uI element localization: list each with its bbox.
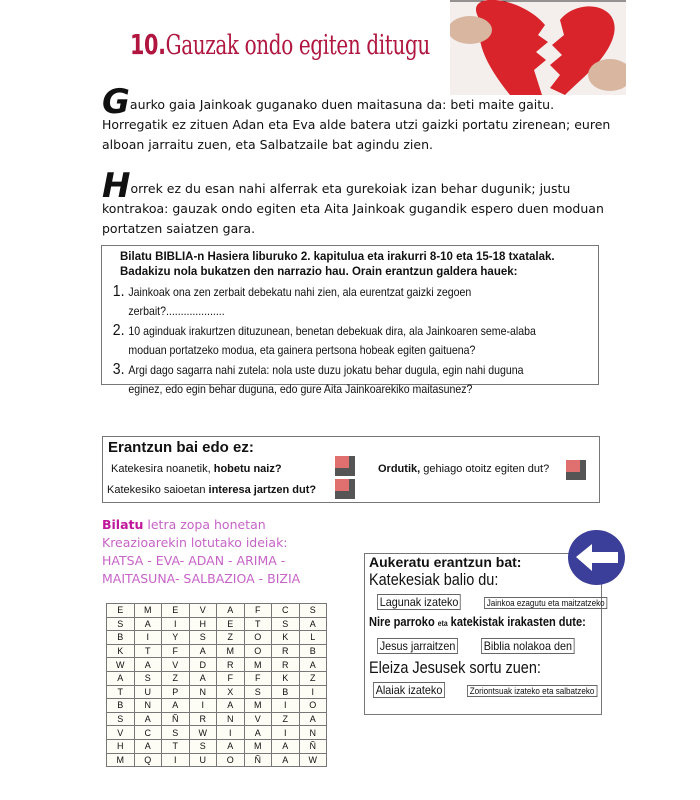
choose-question-2: Nire parroko eta katekistak irakasten dute:	[369, 614, 586, 629]
grid-cell[interactable]: T	[134, 644, 162, 658]
grid-cell[interactable]: E	[107, 604, 135, 618]
grid-cell[interactable]: S	[189, 739, 217, 753]
grid-cell[interactable]: A	[299, 712, 327, 726]
yes-no-title: Erantzun bai edo ez:	[108, 439, 254, 456]
grid-cell[interactable]: Y	[162, 631, 190, 645]
grid-cell[interactable]: H	[107, 739, 135, 753]
grid-cell[interactable]: A	[217, 604, 245, 618]
grid-cell[interactable]: S	[272, 617, 300, 631]
answer-option[interactable]: Biblia nolakoa den	[481, 638, 575, 654]
grid-cell[interactable]: Z	[272, 712, 300, 726]
grid-cell[interactable]: F	[217, 671, 245, 685]
checkbox[interactable]	[566, 460, 586, 480]
yes-no-box	[102, 436, 600, 503]
wordsearch-grid	[106, 603, 327, 767]
grid-cell[interactable]: N	[134, 699, 162, 713]
grid-cell[interactable]: Z	[217, 631, 245, 645]
answer-option[interactable]: Alaiak izateko	[373, 682, 445, 698]
grid-cell[interactable]: V	[189, 604, 217, 618]
grid-row	[107, 604, 327, 618]
grid-cell[interactable]: F	[244, 671, 272, 685]
grid-cell[interactable]: I	[272, 726, 300, 740]
grid-cell[interactable]: H	[189, 617, 217, 631]
question-item: 2. 10 aginduak irakurtzen dituzunean, benetan debekuak dira, ala Jainkoaren seme-alaba moduan portatzeko modua, eta gainera pertsona hobeak egiten gaituena?	[128, 321, 538, 360]
grid-cell[interactable]: M	[244, 699, 272, 713]
grid-cell[interactable]: W	[299, 753, 327, 767]
grid-cell[interactable]: A	[272, 739, 300, 753]
grid-cell[interactable]: I	[299, 685, 327, 699]
grid-row	[107, 685, 327, 699]
grid-row	[107, 644, 327, 658]
grid-cell[interactable]: W	[107, 658, 135, 672]
grid-row	[107, 617, 327, 631]
grid-cell[interactable]: S	[107, 712, 135, 726]
grid-row	[107, 658, 327, 672]
question-item: 1. Jainkoak ona zen zerbait debekatu nahi zien, ala eurentzat gaizki zegoen zerbait?....................	[128, 282, 538, 321]
grid-cell[interactable]: N	[217, 712, 245, 726]
answer-option[interactable]: Lagunak izateko	[377, 594, 461, 610]
question-item: 3. Argi dago sagarra nahi zutela: nola uste duzu jokatu behar dugula, egin nahi duguna eginez, edo egin behar duguna, edo gure Aita Jainkoarekiko maitasunez?	[128, 360, 538, 399]
grid-cell[interactable]: M	[244, 739, 272, 753]
grid-cell[interactable]: A	[134, 712, 162, 726]
grid-cell[interactable]: E	[217, 617, 245, 631]
choose-answer-box	[364, 553, 606, 715]
grid-cell[interactable]: R	[189, 712, 217, 726]
grid-cell[interactable]: S	[107, 617, 135, 631]
yes-no-question-3: Katekesiko saioetan interesa jartzen dut?	[107, 484, 317, 496]
left-arrow-sign-icon	[568, 530, 625, 585]
grid-cell[interactable]: Q	[134, 753, 162, 767]
grid-cell[interactable]: B	[107, 631, 135, 645]
grid-cell[interactable]: M	[134, 604, 162, 618]
grid-cell[interactable]: M	[244, 658, 272, 672]
grid-cell[interactable]: F	[244, 604, 272, 618]
grid-cell[interactable]: M	[107, 753, 135, 767]
grid-cell[interactable]: N	[189, 685, 217, 699]
grid-cell[interactable]: Ñ	[162, 712, 190, 726]
grid-cell[interactable]: P	[162, 685, 190, 699]
grid-cell[interactable]: B	[272, 685, 300, 699]
grid-cell[interactable]: M	[217, 644, 245, 658]
grid-cell[interactable]: F	[162, 644, 190, 658]
grid-cell[interactable]: T	[244, 617, 272, 631]
grid-cell[interactable]: A	[244, 726, 272, 740]
grid-cell[interactable]: A	[107, 671, 135, 685]
grid-cell[interactable]: A	[189, 671, 217, 685]
grid-cell[interactable]: V	[244, 712, 272, 726]
grid-cell[interactable]: Z	[162, 671, 190, 685]
grid-cell[interactable]: O	[244, 644, 272, 658]
grid-row	[107, 726, 327, 740]
grid-row	[107, 699, 327, 713]
checkbox[interactable]	[335, 456, 355, 476]
intro-paragraph-2: Horrek ez du esan nahi alferrak eta gurekoiak izan behar dugunik; justu kontrakoa: gauzak ondo egiten eta Aita Jainkoak gugandik espero duen moduan portatzen saiatzen gara.	[102, 166, 604, 236]
grid-cell[interactable]: V	[162, 658, 190, 672]
answer-option[interactable]: Jainkoa ezagutu eta maitzatzeko	[484, 597, 607, 609]
grid-cell[interactable]: R	[272, 658, 300, 672]
grid-cell[interactable]: U	[134, 685, 162, 699]
grid-cell[interactable]: K	[272, 671, 300, 685]
grid-cell[interactable]: O	[244, 631, 272, 645]
questions-box	[101, 245, 599, 396]
grid-cell[interactable]: Ñ	[244, 753, 272, 767]
grid-cell[interactable]: C	[134, 726, 162, 740]
grid-cell[interactable]: A	[189, 644, 217, 658]
grid-row	[107, 712, 327, 726]
choose-question-1: Katekesiak balio du:	[369, 570, 499, 589]
grid-cell[interactable]: S	[244, 685, 272, 699]
grid-cell[interactable]: A	[299, 658, 327, 672]
intro-paragraph-1: Gaurko gaia Jainkoak guganako duen maitasuna da: beti maite gaitu. Horregatik ez zituen Adan eta Eva alde batera utzi gaizki portatu zirenean; euren alboan jarraitu zuen, eta Salbatzaile bat agindu zien.	[102, 82, 611, 152]
questions-intro: Bilatu BIBLIA-n Hasiera liburuko 2. kapitulua eta irakurri 8-10 eta 15-18 txatalak. Badakizu nola bukatzen den narrazio hau. Orain erantzun galdera hauek:	[120, 251, 555, 278]
grid-cell[interactable]: A	[217, 739, 245, 753]
grid-cell[interactable]: E	[162, 604, 190, 618]
grid-cell[interactable]: A	[162, 699, 190, 713]
grid-cell[interactable]: S	[162, 726, 190, 740]
choose-question-3: Eleiza Jesusek sortu zuen:	[369, 658, 541, 677]
grid-cell[interactable]: K	[272, 631, 300, 645]
grid-cell[interactable]: C	[272, 604, 300, 618]
grid-cell[interactable]: O	[299, 699, 327, 713]
grid-row	[107, 671, 327, 685]
wordsearch-word-list: HATSA - EVA- ADAN - ARIMA - MAITASUNA- SALBAZIOA - BIZIA	[102, 553, 301, 586]
checkbox[interactable]	[335, 479, 355, 499]
grid-cell[interactable]: U	[189, 753, 217, 767]
grid-cell[interactable]: D	[189, 658, 217, 672]
grid-cell[interactable]: K	[107, 644, 135, 658]
grid-cell[interactable]: I	[217, 726, 245, 740]
grid-cell[interactable]: Ñ	[299, 739, 327, 753]
grid-cell[interactable]: X	[217, 685, 245, 699]
broken-heart-image	[450, 0, 626, 95]
grid-cell[interactable]: W	[189, 726, 217, 740]
answer-option[interactable]: Jesus jarraitzen	[377, 638, 458, 654]
yes-no-question-1: Katekesira noanetik, hobetu naiz?	[111, 463, 282, 475]
grid-cell[interactable]: L	[299, 631, 327, 645]
grid-cell[interactable]: Z	[299, 671, 327, 685]
grid-cell[interactable]: A	[299, 617, 327, 631]
grid-cell[interactable]: I	[189, 699, 217, 713]
grid-cell[interactable]: O	[217, 753, 245, 767]
grid-cell[interactable]: I	[162, 617, 190, 631]
grid-cell[interactable]: S	[299, 604, 327, 618]
grid-cell[interactable]: S	[134, 671, 162, 685]
grid-cell[interactable]: N	[299, 726, 327, 740]
grid-cell[interactable]: R	[272, 644, 300, 658]
grid-cell[interactable]: B	[107, 699, 135, 713]
grid-cell[interactable]: A	[134, 658, 162, 672]
grid-cell[interactable]: I	[162, 753, 190, 767]
page-title: 10.Gauzak ondo egiten ditugu	[130, 28, 430, 61]
grid-cell[interactable]: A	[217, 699, 245, 713]
wordsearch-instructions: Bilatu letra zopa honetan Kreazioarekin lotutako ideiak: HATSA - EVA- ADAN - ARIMA - MAITASUNA- SALBAZIOA - BIZIA	[102, 517, 301, 586]
grid-cell[interactable]: A	[134, 617, 162, 631]
grid-row	[107, 753, 327, 767]
grid-cell[interactable]: A	[134, 739, 162, 753]
answer-option[interactable]: Zoriontsuak izateko eta salbatzeko	[467, 685, 597, 697]
choose-title: Aukeratu erantzun bat:	[369, 554, 522, 570]
grid-row	[107, 739, 327, 753]
grid-cell[interactable]: T	[162, 739, 190, 753]
grid-cell[interactable]: T	[107, 685, 135, 699]
grid-cell[interactable]: I	[272, 699, 300, 713]
grid-cell[interactable]: A	[272, 753, 300, 767]
grid-cell[interactable]: R	[217, 658, 245, 672]
grid-cell[interactable]: B	[299, 644, 327, 658]
yes-no-question-2: Ordutik, gehiago otoitz egiten dut?	[378, 463, 550, 475]
grid-row	[107, 631, 327, 645]
grid-cell[interactable]: S	[189, 631, 217, 645]
grid-cell[interactable]: I	[134, 631, 162, 645]
grid-cell[interactable]: V	[107, 726, 135, 740]
